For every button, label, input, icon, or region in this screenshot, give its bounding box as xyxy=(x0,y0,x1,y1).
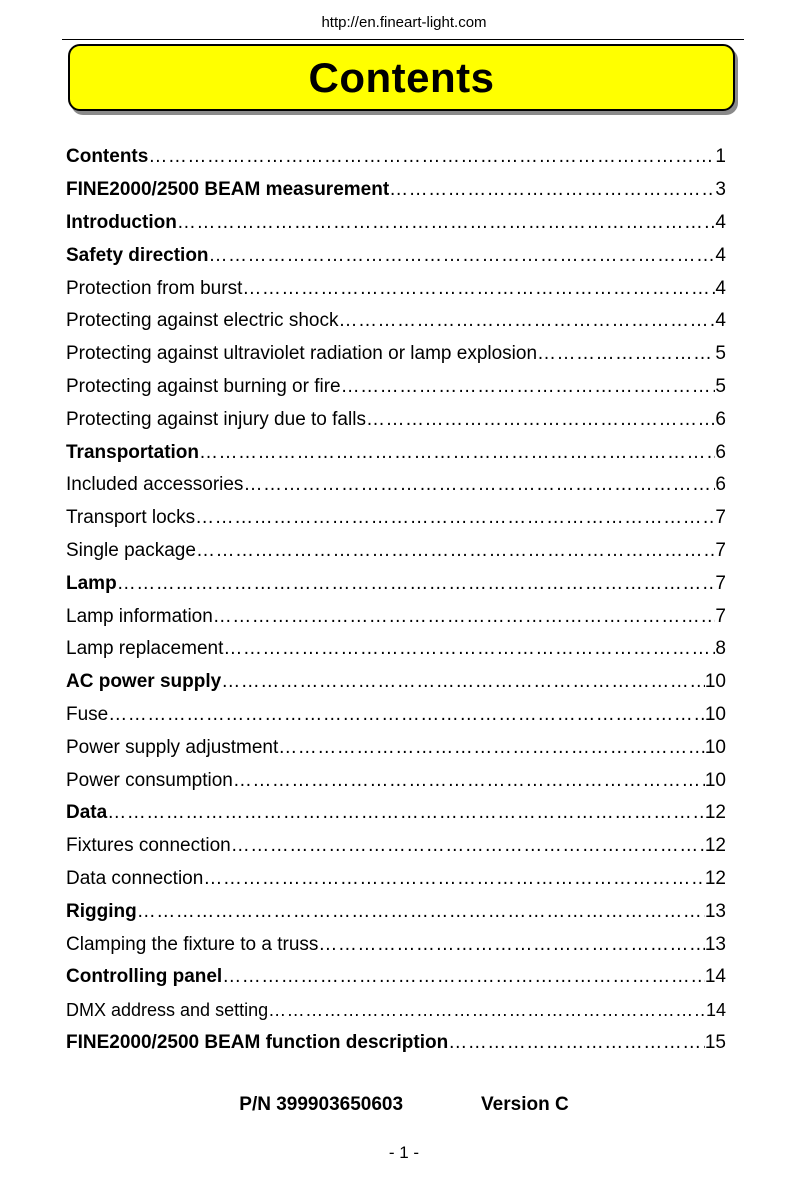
toc-entry-label: FINE2000/2500 BEAM function description xyxy=(66,1031,449,1053)
toc-entry[interactable] xyxy=(66,469,726,502)
toc-entry-label: Power consumption xyxy=(66,769,233,791)
toc-entry-label: Data xyxy=(66,802,108,824)
toc-entry-page: 14 xyxy=(704,966,726,988)
toc-dot-leader xyxy=(366,409,715,431)
toc-dot-leader xyxy=(148,146,715,168)
toc-entry[interactable] xyxy=(66,1027,726,1060)
header-divider xyxy=(62,39,744,40)
toc-entry-label: Power supply adjustment xyxy=(66,736,279,758)
toc-entry-page: 10 xyxy=(704,736,726,758)
toc-entry-label: AC power supply xyxy=(66,671,222,693)
toc-entry-page: 7 xyxy=(715,507,726,529)
toc-entry-page: 13 xyxy=(704,900,726,922)
toc-entry-page: 10 xyxy=(704,769,726,791)
toc-entry-page: 6 xyxy=(715,441,726,463)
toc-entry-page: 8 xyxy=(715,638,726,660)
toc-dot-leader xyxy=(177,212,716,234)
toc-entry-label: Contents xyxy=(66,146,149,168)
toc-dot-leader xyxy=(222,966,705,988)
toc-dot-leader xyxy=(338,310,715,332)
toc-entry-page: 4 xyxy=(715,244,726,266)
toc-entry[interactable] xyxy=(66,141,726,174)
toc-entry[interactable] xyxy=(66,305,726,338)
toc-entry-label: Transportation xyxy=(66,441,200,463)
header-url: http://en.fineart-light.com xyxy=(321,14,487,31)
toc-entry-page: 6 xyxy=(715,474,726,496)
toc-entry-page: 13 xyxy=(704,933,726,955)
toc-entry-page: 12 xyxy=(704,835,726,857)
toc-entry-label: DMX address and setting xyxy=(66,999,269,1020)
toc-entry-page: 1 xyxy=(715,146,726,168)
toc-entry-label: Protecting against ultraviolet radiation or lamp explosion xyxy=(66,343,538,365)
toc-dot-leader xyxy=(213,606,716,628)
toc-dot-leader xyxy=(196,540,715,562)
toc-entry[interactable] xyxy=(66,994,726,1027)
toc-dot-leader xyxy=(199,442,715,464)
toc-entry-page: 4 xyxy=(715,310,726,332)
toc-dot-leader xyxy=(195,507,715,529)
toc-entry-label: Introduction xyxy=(66,211,177,233)
toc-dot-leader xyxy=(242,278,715,300)
toc-entry-label: Included accessories xyxy=(66,474,244,496)
toc-entry-label: Controlling panel xyxy=(66,966,223,988)
toc-dot-leader xyxy=(537,343,715,365)
toc-entry-label: Data connection xyxy=(66,867,204,889)
toc-entry[interactable] xyxy=(66,666,726,699)
toc-entry[interactable] xyxy=(66,928,726,961)
toc-entry[interactable] xyxy=(66,338,726,371)
toc-entry[interactable] xyxy=(66,207,726,240)
toc-entry-label: Lamp replacement xyxy=(66,638,224,660)
footer-info xyxy=(0,1094,808,1116)
toc-entry[interactable] xyxy=(66,764,726,797)
toc-entry-page: 15 xyxy=(704,1031,726,1053)
toc-entry[interactable] xyxy=(66,830,726,863)
page-title: Contents xyxy=(308,53,495,101)
toc-dot-leader xyxy=(209,245,716,267)
toc-dot-leader xyxy=(448,1032,705,1054)
toc-entry[interactable] xyxy=(66,403,726,436)
toc-entry-label: Clamping the fixture to a truss xyxy=(66,933,319,955)
title-banner xyxy=(68,44,735,111)
toc-entry-page: 12 xyxy=(704,802,726,824)
toc-dot-leader xyxy=(203,868,705,890)
toc-entry-label: Protecting against electric shock xyxy=(66,310,339,332)
toc-entry-page: 7 xyxy=(715,572,726,594)
toc-entry[interactable] xyxy=(66,371,726,404)
toc-entry-label: Lamp information xyxy=(66,605,213,627)
toc-entry[interactable] xyxy=(66,797,726,830)
toc-dot-leader xyxy=(341,376,716,398)
toc-entry-label: Protecting against burning or fire xyxy=(66,375,341,397)
toc-entry[interactable] xyxy=(66,633,726,666)
toc-entry-label: Fuse xyxy=(66,703,109,725)
toc-entry-page: 3 xyxy=(715,179,726,201)
toc-entry-page: 12 xyxy=(704,867,726,889)
toc-dot-leader xyxy=(117,573,716,595)
toc-dot-leader xyxy=(318,934,704,956)
toc-entry-label: Single package xyxy=(66,539,196,561)
toc-entry-page: 7 xyxy=(715,605,726,627)
toc-entry-label: Lamp xyxy=(66,572,117,594)
toc-dot-leader xyxy=(223,638,715,660)
toc-entry-page: 5 xyxy=(715,375,726,397)
table-of-contents xyxy=(66,141,726,1059)
toc-entry[interactable] xyxy=(66,567,726,600)
toc-dot-leader xyxy=(137,901,705,923)
toc-entry[interactable] xyxy=(66,502,726,535)
toc-entry[interactable] xyxy=(66,239,726,272)
toc-entry[interactable] xyxy=(66,895,726,928)
toc-entry-page: 14 xyxy=(705,999,726,1020)
toc-entry[interactable] xyxy=(66,174,726,207)
toc-dot-leader xyxy=(221,671,705,693)
toc-entry-page: 6 xyxy=(715,408,726,430)
part-number: P/N 399903650603 xyxy=(239,1094,404,1115)
toc-entry-label: Rigging xyxy=(66,900,137,922)
toc-entry-page: 7 xyxy=(715,539,726,561)
toc-dot-leader xyxy=(268,1000,706,1021)
toc-entry[interactable] xyxy=(66,731,726,764)
toc-entry-label: Safety direction xyxy=(66,244,209,266)
toc-dot-leader xyxy=(231,835,705,857)
toc-entry-label: Protection from burst xyxy=(66,277,243,299)
toc-dot-leader xyxy=(243,474,715,496)
toc-dot-leader xyxy=(108,704,705,726)
toc-entry-page: 4 xyxy=(715,277,726,299)
toc-entry-label: Transport locks xyxy=(66,507,196,529)
toc-entry[interactable] xyxy=(66,272,726,305)
toc-entry-page: 4 xyxy=(715,211,726,233)
toc-entry-page: 5 xyxy=(715,343,726,365)
toc-dot-leader xyxy=(278,737,705,759)
toc-dot-leader xyxy=(107,802,705,824)
toc-entry-label: Protecting against injury due to falls xyxy=(66,408,366,430)
toc-entry[interactable] xyxy=(66,699,726,732)
toc-entry-page: 10 xyxy=(704,703,726,725)
toc-entry[interactable] xyxy=(66,535,726,568)
toc-dot-leader xyxy=(389,179,715,201)
page-number: - 1 - xyxy=(388,1143,420,1162)
version-label: Version C xyxy=(481,1094,569,1115)
toc-entry[interactable] xyxy=(66,600,726,633)
toc-entry-label: FINE2000/2500 BEAM measurement xyxy=(66,179,390,201)
toc-entry[interactable] xyxy=(66,961,726,994)
toc-entry[interactable] xyxy=(66,863,726,896)
toc-entry[interactable] xyxy=(66,436,726,469)
toc-entry-page: 10 xyxy=(704,671,726,693)
toc-dot-leader xyxy=(233,770,705,792)
toc-entry-label: Fixtures connection xyxy=(66,835,231,857)
